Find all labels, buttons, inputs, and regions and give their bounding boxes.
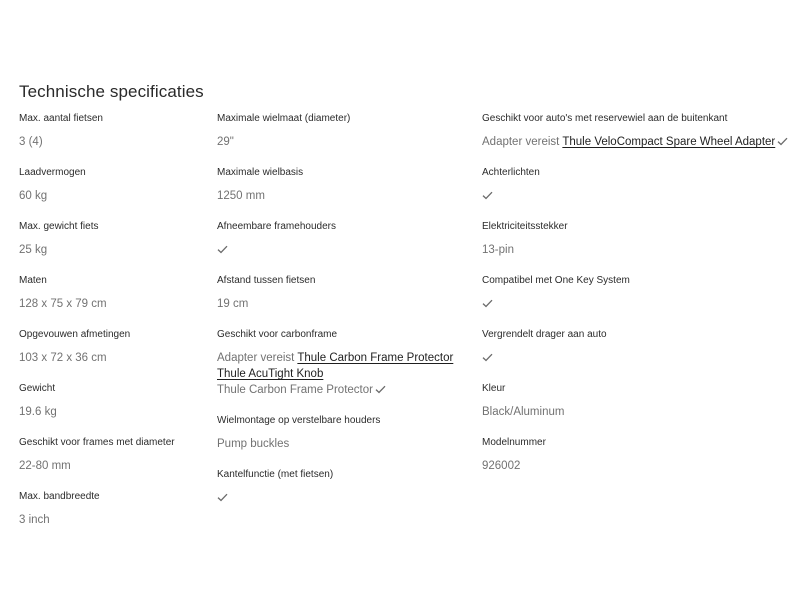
- adapter-required-text: Adapter vereist: [482, 136, 560, 148]
- spec-label: Opgevouwen afmetingen: [19, 329, 131, 340]
- spec-one-key: [482, 274, 792, 312]
- spec-value: 103 x 72 x 36 cm: [19, 352, 107, 364]
- spec-removable-holders: [217, 220, 472, 258]
- check-icon: [375, 385, 386, 394]
- spec-value: 19.6 kg: [19, 406, 57, 418]
- spec-tilt-function: [217, 468, 472, 506]
- spec-locks-to-car: [482, 328, 792, 366]
- spec-value: [217, 490, 472, 506]
- spec-value: [482, 296, 792, 312]
- adapter-required-text: Adapter vereist: [217, 352, 295, 364]
- spec-column-2: [217, 112, 472, 522]
- spec-label: Kleur: [482, 383, 506, 394]
- spec-value: [482, 188, 792, 204]
- check-icon: [777, 137, 788, 146]
- spare-wheel-adapter-link[interactable]: Thule VeloCompact Spare Wheel Adapter: [562, 136, 776, 148]
- spec-label: Max. bandbreedte: [19, 491, 100, 502]
- carbon-frame-protector-link[interactable]: Thule Carbon Frame Protector: [297, 352, 454, 364]
- spec-wheel-mount: [217, 414, 472, 452]
- spec-label: Geschikt voor frames met diameter: [19, 437, 175, 448]
- spec-tire-width: [19, 490, 209, 528]
- spec-value: Pump buckles: [217, 438, 290, 450]
- spec-max-wheelbase: [217, 166, 472, 204]
- spec-model-number: [482, 436, 792, 474]
- spec-max-bikes: [19, 112, 209, 150]
- check-icon: [217, 245, 228, 254]
- spec-spare-wheel: [482, 112, 792, 150]
- spec-label: Elektriciteitsstekker: [482, 221, 568, 232]
- spec-electrical-plug: [482, 220, 792, 258]
- spec-label: Max. gewicht fiets: [19, 221, 99, 232]
- spec-label: Maximale wielbasis: [217, 167, 304, 178]
- spec-label: Modelnummer: [482, 437, 546, 448]
- spec-rear-lights: [482, 166, 792, 204]
- check-icon: [482, 191, 493, 200]
- spec-value: [482, 350, 792, 366]
- acutight-knob-link[interactable]: Thule AcuTight Knob: [217, 368, 324, 380]
- spec-value: 128 x 75 x 79 cm: [19, 298, 107, 310]
- spec-value: 3 (4): [19, 136, 43, 148]
- spec-value: [217, 242, 472, 258]
- spec-value: [217, 350, 472, 398]
- spec-label: Achterlichten: [482, 167, 540, 178]
- check-icon: [482, 299, 493, 308]
- spec-dimensions: [19, 274, 209, 312]
- spec-value: 1250 mm: [217, 190, 265, 202]
- spec-weight: [19, 382, 209, 420]
- spec-label: Max. aantal fietsen: [19, 113, 103, 124]
- spec-label: Maten: [19, 275, 47, 286]
- spec-column-3: [482, 112, 792, 490]
- spec-value: 60 kg: [19, 190, 48, 202]
- spec-value: Black/Aluminum: [482, 406, 565, 418]
- spec-bike-distance: [217, 274, 472, 312]
- spec-value: 3 inch: [19, 514, 50, 526]
- spec-label: Laadvermogen: [19, 167, 86, 178]
- check-icon: [217, 493, 228, 502]
- spec-load-capacity: [19, 166, 209, 204]
- spec-max-bike-weight: [19, 220, 209, 258]
- section-title: Technische specificaties: [19, 82, 204, 101]
- spec-label: Geschikt voor carbonframe: [217, 329, 338, 340]
- spec-label: Afneembare framehouders: [217, 221, 336, 232]
- spec-max-wheel-size: [217, 112, 472, 150]
- spec-label: Kantelfunctie (met fietsen): [217, 469, 334, 480]
- spec-value: 926002: [482, 460, 521, 472]
- spec-label: Compatibel met One Key System: [482, 275, 630, 286]
- spec-color: [482, 382, 792, 420]
- spec-label: Geschikt voor auto's met reservewiel aan de buitenkant: [482, 113, 728, 124]
- carbon-protector-text: Thule Carbon Frame Protector: [217, 384, 373, 396]
- spec-label: Afstand tussen fietsen: [217, 275, 316, 286]
- spec-value: 13-pin: [482, 244, 514, 256]
- spec-folded-dimensions: [19, 328, 209, 366]
- spec-label: Maximale wielmaat (diameter): [217, 113, 351, 124]
- spec-value: 29": [217, 136, 234, 148]
- spec-frame-diameter: [19, 436, 209, 474]
- spec-value: 25 kg: [19, 244, 48, 256]
- spec-label: Gewicht: [19, 383, 56, 394]
- spec-label: Vergrendelt drager aan auto: [482, 329, 607, 340]
- spec-label: Wielmontage op verstelbare houders: [217, 415, 381, 426]
- spec-value: 19 cm: [217, 298, 249, 310]
- check-icon: [482, 353, 493, 362]
- spec-carbon-frame: [217, 328, 472, 398]
- spec-value: 22-80 mm: [19, 460, 71, 472]
- spec-value: [482, 134, 792, 150]
- spec-column-1: [19, 112, 209, 544]
